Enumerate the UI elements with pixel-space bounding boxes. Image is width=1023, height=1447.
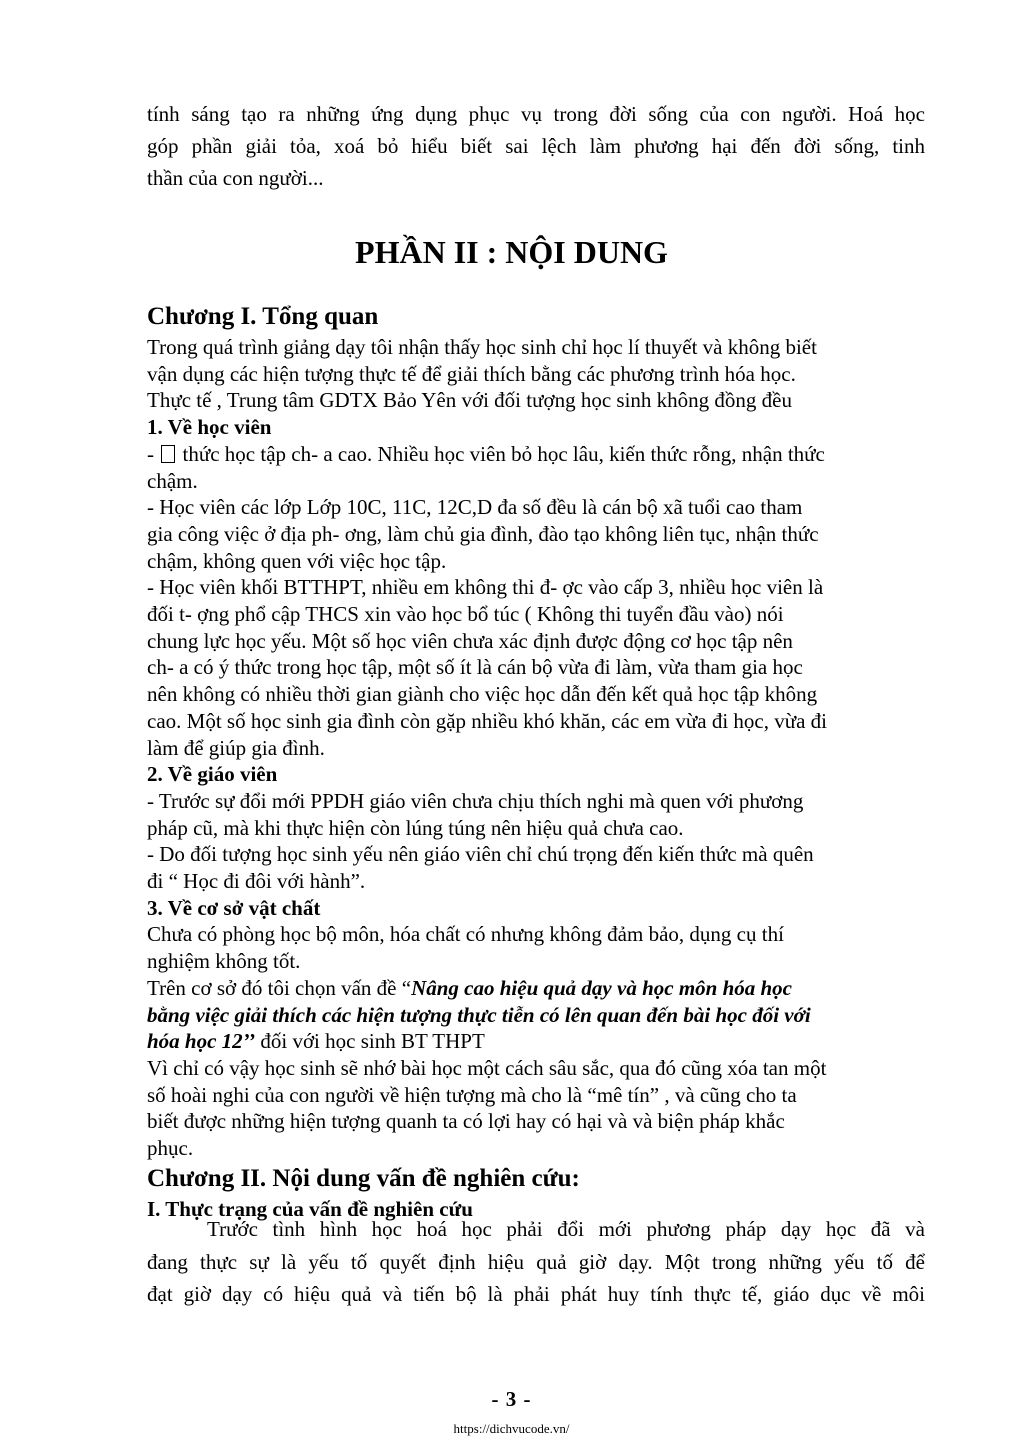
section-1-line: ch- a có ý thức trong học tập, một số ít là cán bộ vừa đi làm, vừa tham gia học bbox=[147, 655, 803, 680]
closing-line: biết được những hiện tượng quanh ta có lợi hay có hại và và biện pháp khắc bbox=[147, 1109, 785, 1134]
closing-line: Vì chỉ có vậy học sinh sẽ nhớ bài học một cách sâu sắc, qua đó cũng xóa tan một bbox=[147, 1055, 827, 1080]
section-2-line: pháp cũ, mà khi thực hiện còn lúng túng nên hiệu quả chưa cao. bbox=[147, 815, 684, 840]
page-number: - 3 - bbox=[491, 1387, 532, 1411]
chapter-2-line: đang thực sự là yếu tố quyết định hiệu quả giờ dạy. Một trong những yếu tố để bbox=[147, 1249, 925, 1274]
section-1-line: gia công việc ở địa ph- ơng, làm chủ gia đình, đào tạo không liên tục, nhận thức bbox=[147, 521, 819, 546]
chapter-2-section-1-title: I. Thực trạng của vấn đề nghiên cứu bbox=[147, 1196, 473, 1221]
section-1-line: đối t- ợng phổ cập THCS xin vào học bổ túc ( Không thi tuyển đầu vào) nói bbox=[147, 602, 784, 627]
chapter-1-line: Thực tế , Trung tâm GDTX Bảo Yên với đối tượng học sinh không đồng đều bbox=[147, 388, 792, 413]
chapter-2-paragraph bbox=[147, 1213, 925, 1311]
chapter-1-line: vận dụng các hiện tượng thực tế để giải thích bằng các phương trình hóa học. bbox=[147, 361, 796, 386]
section-1-line: chậm, không quen với việc học tập. bbox=[147, 548, 447, 573]
closing-line: số hoài nghi của con người về hiện tượng mà cho là “mê tín” , và cũng cho ta bbox=[147, 1082, 797, 1107]
part-title: PHẦN II : NỘI DUNG bbox=[355, 234, 668, 270]
section-1-line: cao. Một số học sinh gia đình còn gặp nhiều khó khăn, các em vừa đi học, vừa đi bbox=[147, 708, 828, 733]
intro-line: thần của con người... bbox=[147, 166, 324, 190]
intro-line: tính sáng tạo ra những ứng dụng phục vụ trong đời sống của con người. Hoá học bbox=[147, 102, 925, 126]
section-1-line: chậm. bbox=[147, 468, 198, 493]
section-1-line: làm để giúp gia đình. bbox=[147, 735, 325, 760]
section-2-title: 2. Về giáo viên bbox=[147, 762, 278, 787]
topic-choice-line: Trên cơ sở đó tôi chọn vấn đề “Nâng cao hiệu quả dạy và học môn hóa học bbox=[147, 975, 793, 1000]
section-1-line: - Học viên các lớp Lớp 10C, 11C, 12C,D đa số đều là cán bộ xã tuổi cao tham bbox=[147, 495, 803, 520]
chapter-2-title: Chương II. Nội dung vấn đề nghiên cứu: bbox=[147, 1164, 580, 1192]
intro-paragraph bbox=[147, 98, 925, 194]
topic-title-part: bằng việc giải thích các hiện tượng thực tiễn có lên quan đến bài học đối với bbox=[147, 1002, 811, 1027]
section-3-title: 3. Về cơ sở vật chất bbox=[147, 895, 321, 920]
chapter-1-line: Trong quá trình giảng dạy tôi nhận thấy học sinh chỉ học lí thuyết và không biết bbox=[147, 335, 817, 359]
section-3-line: Chưa có phòng học bộ môn, hóa chất có nhưng không đảm bảo, dụng cụ thí bbox=[147, 922, 784, 947]
section-3-line: nghiệm không tốt. bbox=[147, 949, 301, 974]
section-1-line: chung lực học yếu. Một số học viên chưa xác định được động cơ học tập nên bbox=[147, 628, 793, 653]
chapter-1-title: Chương I. Tổng quan bbox=[147, 303, 379, 330]
section-2-line: đi “ Học đi đôi với hành”. bbox=[147, 869, 366, 894]
topic-choice-line: hóa học 12’’ đối với học sinh BT THPT bbox=[147, 1029, 485, 1054]
list-dash: - bbox=[147, 441, 160, 466]
topic-title-part: hóa học 12’’ bbox=[147, 1029, 256, 1054]
section-1-line: nên không có nhiều thời gian giành cho việc học dẫn đến kết quả học tập không bbox=[147, 682, 818, 707]
footer-url[interactable]: https://dichvucode.vn/ bbox=[453, 1421, 570, 1436]
section-1-title: 1. Về học viên bbox=[147, 415, 272, 440]
topic-title-part: Nâng cao hiệu quả dạy và học môn hóa học bbox=[411, 975, 793, 1000]
section-2-line: - Do đối tượng học sinh yếu nên giáo viên chỉ chú trọng đến kiến thức mà quên bbox=[147, 842, 814, 867]
chapter-1 bbox=[147, 300, 925, 1223]
chapter-2-line: đạt giờ dạy có hiệu quả và tiến bộ là phải phát huy tính thực tế, giáo dục về môi bbox=[147, 1282, 925, 1306]
missing-glyph-icon bbox=[161, 445, 175, 463]
closing-line: phục. bbox=[147, 1136, 194, 1161]
section-1-line: - thức học tập ch- a cao. Nhiều học viên bỏ học lâu, kiến thức rỗng, nhận thức bbox=[147, 441, 825, 466]
intro-line: góp phần giải tỏa, xoá bỏ hiểu biết sai lệch làm phương hại đến đời sống, tinh bbox=[147, 134, 925, 158]
section-1-line: - Học viên khối BTTHPT, nhiều em không thi đ- ợc vào cấp 3, nhiều học viên là bbox=[147, 575, 824, 600]
chapter-2-line: Trước tình hình học hoá học phải đổi mới phương pháp dạy học đã và bbox=[207, 1217, 925, 1241]
section-2-line: - Trước sự đổi mới PPDH giáo viên chưa chịu thích nghi mà quen với phương bbox=[147, 788, 804, 813]
